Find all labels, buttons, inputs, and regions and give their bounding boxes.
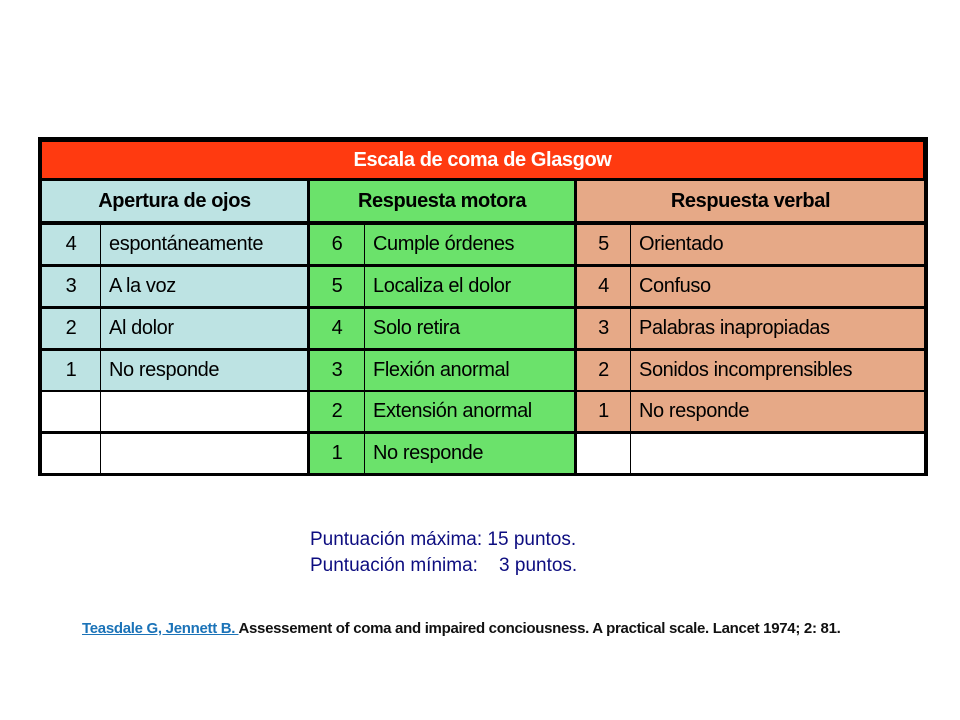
response-label-cell: espontáneamente (101, 225, 307, 264)
response-label-cell: A la voz (101, 267, 307, 306)
response-label-cell: Localiza el dolor (365, 267, 574, 306)
citation-authors-link[interactable]: Teasdale G, Jennett B. (82, 620, 239, 637)
score-cell: 4 (577, 267, 630, 306)
citation (82, 620, 902, 637)
min-score-note: Puntuación mínima: 3 puntos. (310, 555, 578, 576)
response-label-cell: Al dolor (101, 309, 307, 348)
response-label-cell: No responde (365, 434, 574, 473)
response-label-cell: Solo retira (365, 309, 574, 348)
score-cell (42, 392, 100, 431)
score-notes (310, 527, 577, 579)
column-header-motor: Respuesta motora (310, 181, 574, 221)
score-cell: 2 (310, 392, 364, 431)
score-cell: 3 (310, 351, 364, 390)
response-label-cell: Flexión anormal (365, 351, 574, 390)
score-cell: 1 (310, 434, 364, 473)
response-label-cell (101, 434, 307, 473)
score-cell (577, 434, 630, 473)
response-label-cell: No responde (631, 392, 924, 431)
column-header-verbal: Respuesta verbal (577, 181, 924, 221)
score-cell: 4 (42, 225, 100, 264)
response-label-cell: No responde (101, 351, 307, 390)
citation-text: Assessement of coma and impaired conciousness. A practical scale. Lancet 1974; 2: 81. (238, 620, 841, 637)
score-cell (42, 434, 100, 473)
score-cell: 5 (577, 225, 630, 264)
score-cell: 3 (577, 309, 630, 348)
score-cell: 3 (42, 267, 100, 306)
score-cell: 2 (42, 309, 100, 348)
max-score-note: Puntuación máxima: 15 puntos. (310, 529, 577, 550)
score-cell: 1 (42, 351, 100, 390)
response-label-cell: Sonidos incomprensibles (631, 351, 924, 390)
response-label-cell: Orientado (631, 225, 924, 264)
response-label-cell: Extensión anormal (365, 392, 574, 431)
response-label-cell (101, 392, 307, 431)
score-cell: 1 (577, 392, 630, 431)
column-header-eyes: Apertura de ojos (42, 181, 307, 221)
response-label-cell: Cumple órdenes (365, 225, 574, 264)
response-label-cell: Palabras inapropiadas (631, 309, 924, 348)
glasgow-table (38, 137, 928, 476)
response-label-cell: Confuso (631, 267, 924, 306)
score-cell: 5 (310, 267, 364, 306)
response-label-cell (631, 434, 924, 473)
score-cell: 6 (310, 225, 364, 264)
score-cell: 2 (577, 351, 630, 390)
table-title: Escala de coma de Glasgow (42, 142, 923, 178)
score-cell: 4 (310, 309, 364, 348)
